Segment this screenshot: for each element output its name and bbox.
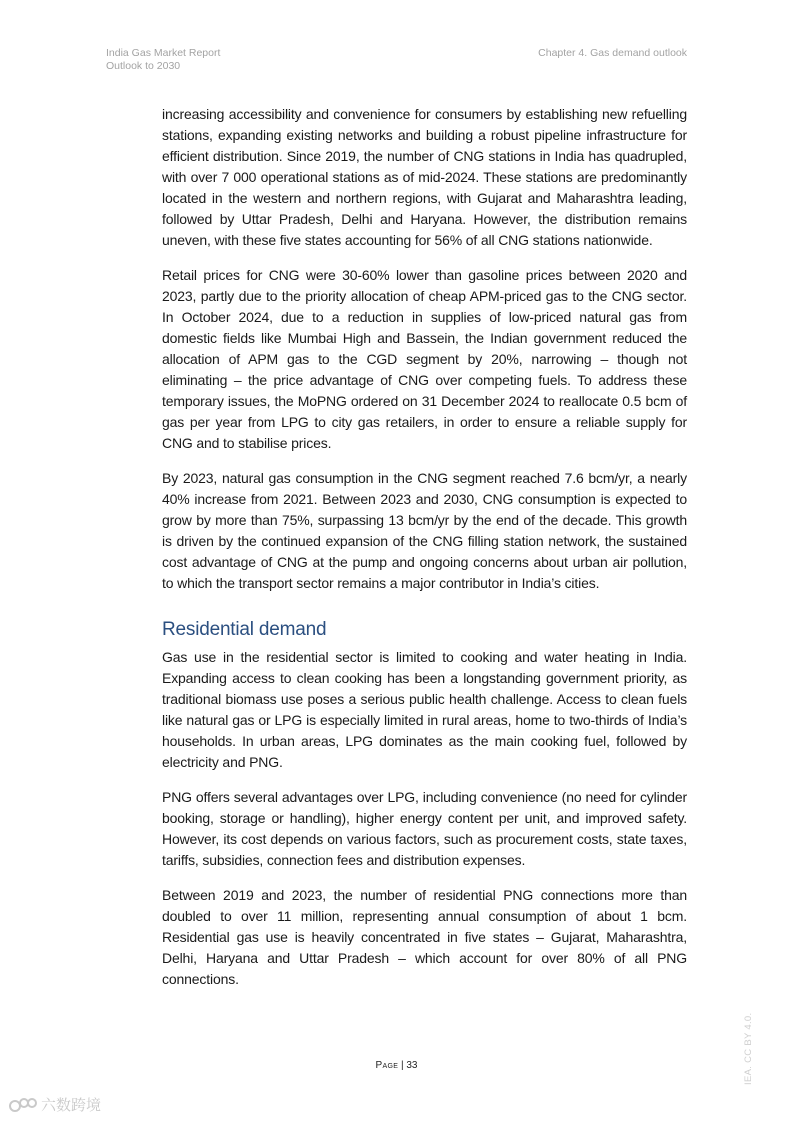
page-number: 33 (406, 1060, 418, 1071)
page-body (162, 104, 687, 1004)
watermark-logo-icon (8, 1096, 38, 1114)
paragraph: increasing accessibility and convenience for consumers by establishing new refuelling stations, expanding existing networks and building a robust pipeline infrastructure for efficient distribution. Since 2019, the number of CNG stations in India has quadrupled, with over 7 000 operational stations as of mid-2024. These stations are predominantly located in the western and northern regions, with Gujarat and Maharashtra leading, followed by Uttar Pradesh, Delhi and Haryana. However, the distribution remains uneven, with these five states accounting for 56% of all CNG stations nationwide. (162, 106, 687, 248)
watermark (8, 1094, 101, 1115)
section-heading: Residential demand (162, 619, 327, 640)
chapter-title: Chapter 4. Gas demand outlook (538, 47, 687, 59)
report-subtitle: Outlook to 2030 (106, 60, 181, 72)
paragraph: PNG offers several advantages over LPG, including convenience (no need for cylinder booking, storage or handling), higher energy content per unit, and improved safety. However, its cost depends on various factors, such as procurement costs, state taxes, tariffs, subsidies, connection fees and distribution expenses. (162, 789, 687, 868)
watermark-text: 六数跨境 (41, 1097, 102, 1114)
paragraph: Gas use in the residential sector is limited to cooking and water heating in India. Expanding access to clean cooking has been a longstanding government priority, as traditional biomass use poses a serious public health challenge. Access to clean fuels like natural gas or LPG is especially limited in rural areas, home to two-thirds of India’s households. In urban areas, LPG dominates as the main cooking fuel, followed by electricity and PNG. (162, 649, 687, 770)
running-header-left (106, 47, 220, 73)
report-title: India Gas Market Report (106, 47, 221, 59)
page-separator: | (400, 1060, 404, 1071)
paragraph: Between 2019 and 2023, the number of residential PNG connections more than doubled to over 11 million, representing annual consumption of about 1 bcm. Residential gas use is heavily concentrated in five states – Gujarat, Maharashtra, Delhi, Haryana and Uttar Pradesh – which account for over 80% of all PNG connections. (162, 887, 687, 987)
paragraph: By 2023, natural gas consumption in the CNG segment reached 7.6 bcm/yr, a nearly 40% increase from 2021. Between 2023 and 2030, CNG consumption is expected to grow by more than 75%, surpassing 13 bcm/yr by the end of the decade. This growth is driven by the continued expansion of the CNG filling station network, the sustained cost advantage of CNG at the pump and ongoing concerns about urban air pollution, to which the transport sector remains a major contributor in India’s cities. (162, 470, 687, 591)
license-note: IEA. CC BY 4.0. (743, 1012, 754, 1085)
paragraph: Retail prices for CNG were 30-60% lower than gasoline prices between 2020 and 2023, partly due to the priority allocation of cheap APM-priced gas to the CNG sector. In October 2024, due to a reduction in supplies of low-priced natural gas from domestic fields like Mumbai High and Bassein, the Indian government reduced the allocation of APM gas to the CGD segment by 20%, narrowing – though not eliminating – the price advantage of CNG over competing fuels. To address these temporary issues, the MoPNG ordered on 31 December 2024 to reallocate 0.5 bcm of gas per year from LPG to city gas retailers, in order to ensure a reliable supply for CNG and to stabilise prices. (162, 267, 687, 451)
page-label: Page (375, 1060, 399, 1071)
page-footer (0, 1060, 793, 1071)
